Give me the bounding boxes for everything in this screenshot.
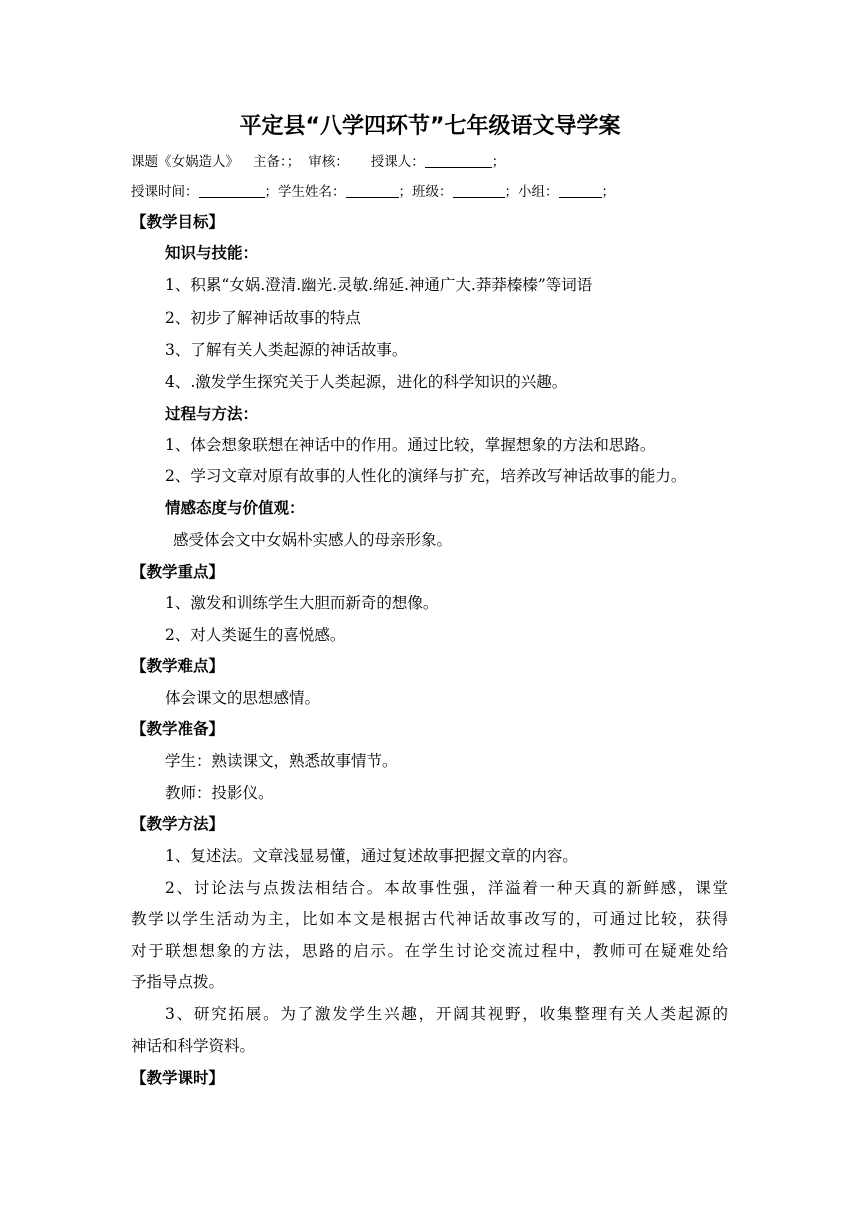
student-blank[interactable] bbox=[346, 181, 399, 198]
section-method-heading: 【教学方法】 bbox=[131, 815, 225, 833]
info-line-2 bbox=[131, 180, 615, 204]
preparer-label: 主备：； bbox=[253, 154, 301, 170]
section-prep-heading: 【教学准备】 bbox=[131, 720, 225, 738]
method-item-2-line-2: 教学以学生活动为主，比如本文是根据古代神话故事改写的，可通过比较，获得 bbox=[131, 910, 728, 928]
key-item-1: 1、激发和训练学生大胆而新奇的想像。 bbox=[165, 594, 439, 612]
method-item-2-line-4: 予指导点拨。 bbox=[131, 973, 225, 991]
section-goals-heading: 【教学目标】 bbox=[131, 213, 225, 231]
group-label: ；小组： bbox=[504, 184, 559, 200]
key-item-2: 2、对人类诞生的喜悦感。 bbox=[165, 626, 346, 644]
goals-emotion-heading: 情感态度与价值观： bbox=[165, 499, 305, 517]
method-item-2-line-1: 2、讨论法与点拨法相结合。本故事性强，洋溢着一种天真的新鲜感，课堂 bbox=[165, 879, 728, 897]
teacher-blank[interactable] bbox=[425, 151, 492, 168]
group-blank[interactable] bbox=[559, 181, 602, 198]
teacher-label: 授课人： bbox=[370, 154, 425, 170]
knowledge-item-1: 1、积累“女娲.澄清.幽光.灵敏.绵延.神通广大.莽莽榛榛”等词语 bbox=[165, 276, 593, 294]
info2-tail: ； bbox=[601, 184, 615, 200]
class-label: ；班级： bbox=[398, 184, 453, 200]
time-label: 授课时间： bbox=[131, 184, 199, 200]
document-title: 平定县“八学四环节”七年级语文导学案 bbox=[239, 114, 621, 139]
emotion-item-1: 感受体会文中女娲朴实感人的母亲形象。 bbox=[173, 531, 453, 549]
method-item-1: 1、复述法。文章浅显易懂，通过复述故事把握文章的内容。 bbox=[165, 847, 578, 865]
prep-item-student: 学生：熟读课文，熟悉故事情节。 bbox=[165, 752, 398, 770]
prep-item-teacher: 教师：投影仪。 bbox=[165, 784, 274, 802]
goals-knowledge-heading: 知识与技能： bbox=[165, 244, 259, 262]
method-item-3-line-2: 神话和科学资料。 bbox=[131, 1037, 256, 1055]
time-blank[interactable] bbox=[199, 181, 265, 198]
difficult-item-1: 体会课文的思想感情。 bbox=[165, 689, 321, 707]
info1-tail: ； bbox=[491, 154, 506, 170]
method-item-2-line-3: 对于联想想象的方法，思路的启示。在学生讨论交流过程中，教师可在疑难处给 bbox=[131, 942, 728, 960]
section-key-heading: 【教学重点】 bbox=[131, 563, 225, 581]
knowledge-item-2: 2、初步了解神话故事的特点 bbox=[165, 309, 361, 327]
class-blank[interactable] bbox=[453, 181, 505, 198]
process-item-1: 1、体会想象联想在神话中的作用。通过比较，掌握想象的方法和思路。 bbox=[165, 436, 656, 454]
section-difficult-heading: 【教学难点】 bbox=[131, 657, 225, 675]
method-item-3-line-1: 3、研究拓展。为了激发学生兴趣，开阔其视野，收集整理有关人类起源的 bbox=[165, 1005, 728, 1023]
process-item-2: 2、学习文章对原有故事的人性化的演绎与扩充，培养改写神话故事的能力。 bbox=[165, 467, 687, 485]
student-label: ；学生姓名： bbox=[264, 184, 346, 200]
knowledge-item-3: 3、了解有关人类起源的神话故事。 bbox=[165, 341, 408, 359]
info-line-1 bbox=[131, 150, 505, 174]
knowledge-item-4: 4、.激发学生探究关于人类起源，进化的科学知识的兴趣。 bbox=[165, 373, 568, 391]
section-hours-heading: 【教学课时】 bbox=[131, 1069, 225, 1087]
reviewer-label: 审核： bbox=[308, 154, 349, 170]
course-title: 课题《女娲造人》 bbox=[131, 154, 239, 170]
goals-process-heading: 过程与方法： bbox=[165, 405, 259, 423]
